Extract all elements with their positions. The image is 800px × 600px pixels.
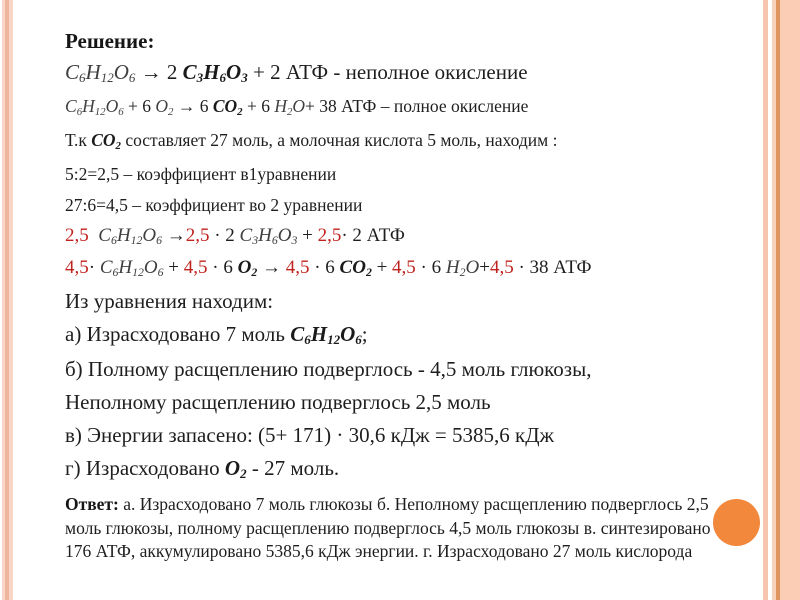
item-a-glucose-used: а) Израсходовано 7 моль C6H12O6;	[65, 322, 368, 348]
right-border-salmon-band	[780, 0, 800, 600]
from-equation-label: Из уравнения находим:	[65, 289, 274, 313]
solution-title: Решение:	[65, 29, 155, 53]
scaled-equation-2: 4,5· C6H12O6 + 4,5 · 6 O2 → 4,5 · 6 CO2 + 4,5 · 6 H2O+4,5 · 38 АТФ	[65, 257, 592, 279]
item-b-full-splitting: б) Полному расщеплению подверглось - 4,5 моль глюкозы,	[65, 357, 592, 381]
solution-lines	[65, 56, 765, 564]
coefficient-eq1: 5:2=2,5 – коэффициент в1уравнении	[65, 164, 337, 184]
scaled-equation-1: 2,5 C6H12O6 →2,5 · 2 C3H6O3 + 2,5· 2 АТФ	[65, 225, 405, 247]
solution-content	[65, 26, 765, 564]
item-b-partial-splitting: Неполному расщеплению подверглось 2,5 моль	[65, 390, 491, 414]
left-border-stripe-inner	[5, 0, 9, 600]
item-v-energy-stored: в) Энергии запасено: (5+ 171) · 30,6 кДж = 5385,6 кДж	[65, 423, 555, 447]
given-values: Т.к CO2 составляет 27 моль, а молочная кислота 5 моль, находим :	[65, 130, 558, 152]
item-g-oxygen-used: г) Израсходовано O2 - 27 моль.	[65, 456, 340, 482]
answer-paragraph: Ответ: а. Израсходовано 7 моль глюкозы б. Неполному расщеплению подверглось 2,5 моль глюкозы, полному расщеплению подверглось 4,5 моль глюкозы в. синтезировано 176 АТФ, аккумулировано 5385,6 кДж энергии. г. Израсходовано 27 моль кислорода	[65, 494, 711, 561]
equation-incomplete-oxidation: C6H12O6 → 2 C3H6O3 + 2 АТФ - неполное окисление	[65, 60, 528, 86]
coefficient-eq2: 27:6=4,5 – коэффициент во 2 уравнении	[65, 195, 363, 215]
equation-complete-oxidation: C6H12O6 + 6 O2 → 6 CO2 + 6 H2O+ 38 АТФ – полное окисление	[65, 96, 529, 118]
